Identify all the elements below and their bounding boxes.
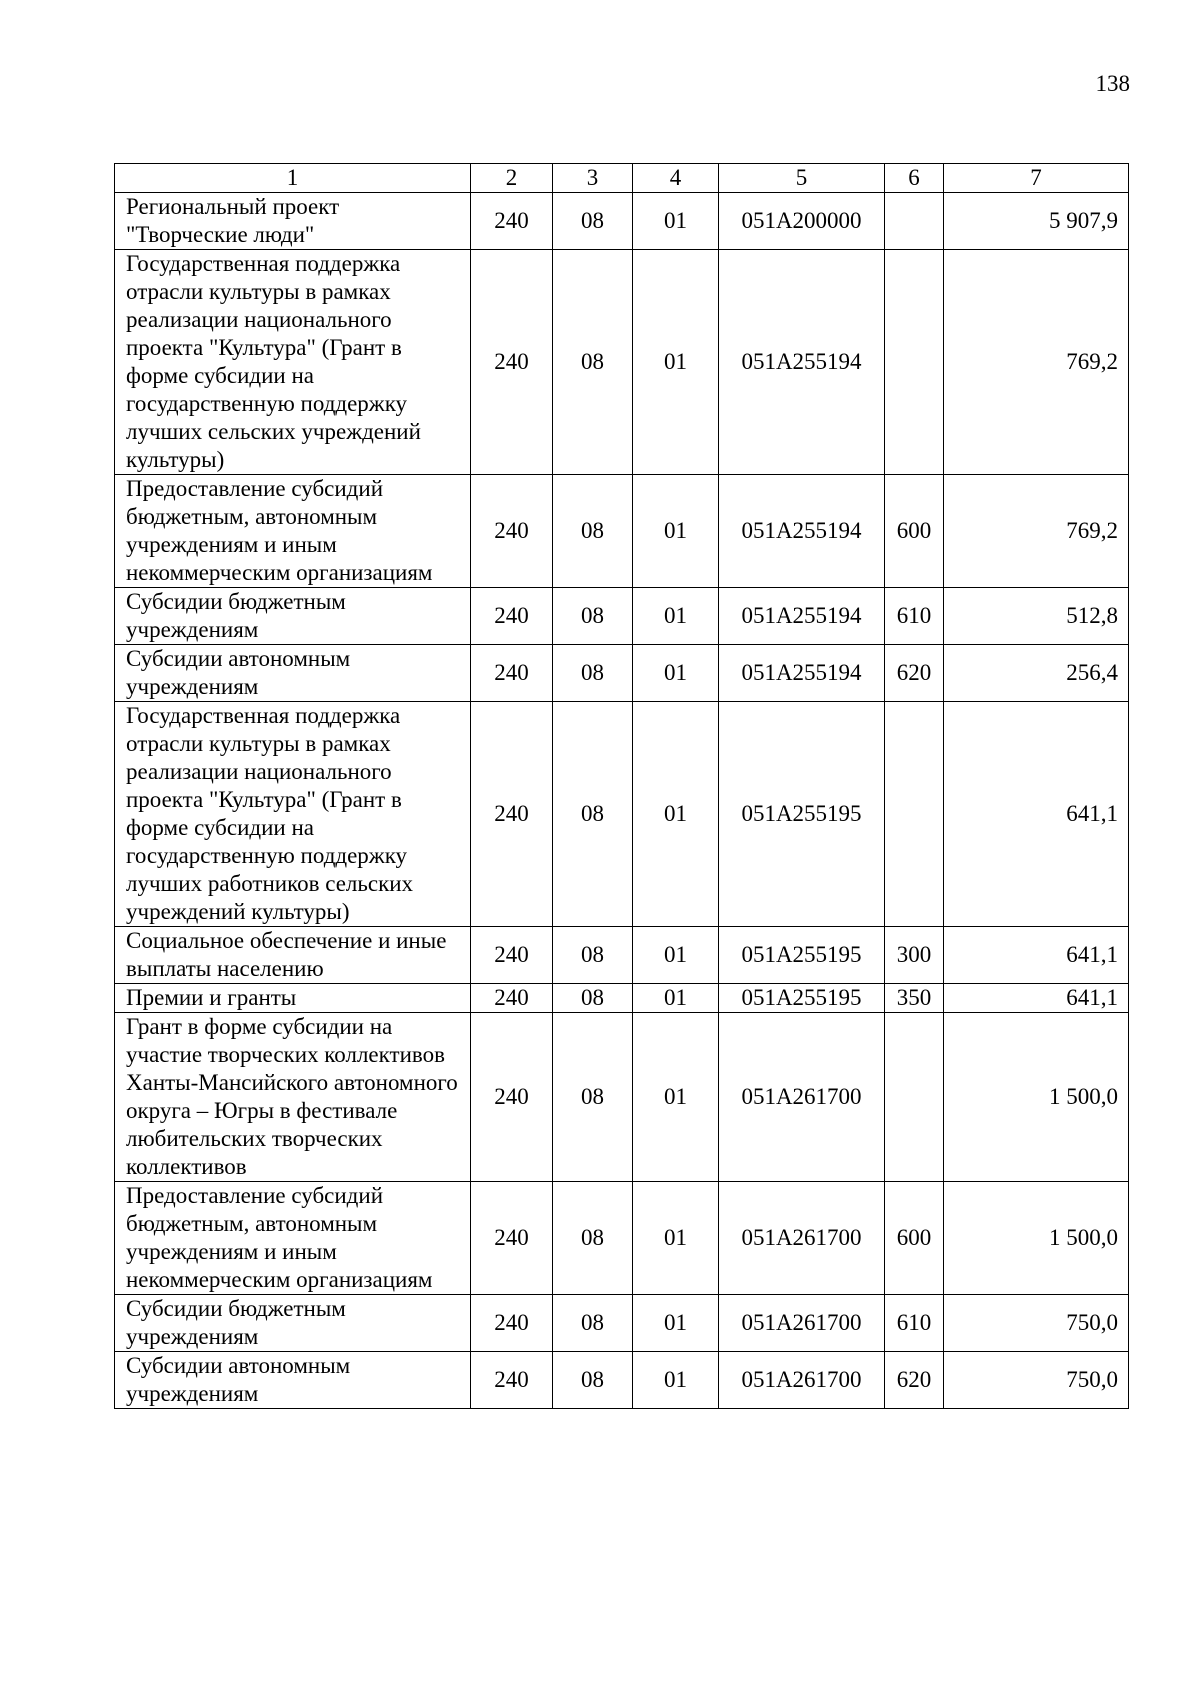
header-cell-1: 1 [115,164,471,193]
row-target-article: 051A255194 [719,475,885,588]
row-name: Государственная поддержка отрасли культуры в рамках реализации национального проекта "Культура" (Грант в форме субсидии на государственную поддержку лучших работников сельских учреждений культуры) [115,702,471,927]
row-subsection: 01 [633,645,719,702]
table-row [115,588,1129,645]
row-amount: 769,2 [944,250,1129,475]
row-subsection: 01 [633,588,719,645]
table-body [115,193,1129,1409]
table-row [115,1352,1129,1409]
row-code: 240 [471,1182,553,1295]
row-code: 240 [471,588,553,645]
row-section: 08 [553,193,633,250]
header-cell-7: 7 [944,164,1129,193]
row-code: 240 [471,645,553,702]
row-name: Субсидии бюджетным учреждениям [115,1295,471,1352]
row-subsection: 01 [633,475,719,588]
row-section: 08 [553,1295,633,1352]
row-name: Предоставление субсидий бюджетным, автономным учреждениям и иным некоммерческим организациям [115,1182,471,1295]
row-target-article: 051A255195 [719,984,885,1013]
row-amount: 641,1 [944,702,1129,927]
row-code: 240 [471,1295,553,1352]
row-section: 08 [553,984,633,1013]
row-amount: 512,8 [944,588,1129,645]
row-target-article: 051A261700 [719,1182,885,1295]
row-section: 08 [553,588,633,645]
row-subsection: 01 [633,250,719,475]
row-target-article: 051A261700 [719,1295,885,1352]
row-target-article: 051A255195 [719,927,885,984]
table-row [115,927,1129,984]
row-target-article: 051A255195 [719,702,885,927]
row-section: 08 [553,1352,633,1409]
row-subsection: 01 [633,984,719,1013]
row-name: Социальное обеспечение и иные выплаты населению [115,927,471,984]
row-expense-type [885,702,944,927]
row-amount: 641,1 [944,984,1129,1013]
row-name: Региональный проект "Творческие люди" [115,193,471,250]
table-row [115,250,1129,475]
row-code: 240 [471,475,553,588]
row-expense-type [885,250,944,475]
row-subsection: 01 [633,1295,719,1352]
row-amount: 5 907,9 [944,193,1129,250]
row-subsection: 01 [633,1013,719,1182]
row-expense-type: 600 [885,475,944,588]
row-section: 08 [553,250,633,475]
row-code: 240 [471,702,553,927]
row-amount: 769,2 [944,475,1129,588]
table-row [115,984,1129,1013]
table-row [115,475,1129,588]
budget-table [114,163,1129,1409]
row-amount: 750,0 [944,1352,1129,1409]
table-header [115,164,1129,193]
row-name: Субсидии бюджетным учреждениям [115,588,471,645]
row-name: Грант в форме субсидии на участие творческих коллективов Ханты-Мансийского автономного округа – Югры в фестивале любительских творческих коллективов [115,1013,471,1182]
row-name: Премии и гранты [115,984,471,1013]
row-target-article: 051A261700 [719,1352,885,1409]
row-amount: 750,0 [944,1295,1129,1352]
row-name: Субсидии автономным учреждениям [115,645,471,702]
row-amount: 256,4 [944,645,1129,702]
header-cell-2: 2 [471,164,553,193]
row-expense-type [885,193,944,250]
table-row [115,1013,1129,1182]
row-subsection: 01 [633,1182,719,1295]
table-row [115,702,1129,927]
row-expense-type: 610 [885,1295,944,1352]
row-expense-type: 620 [885,1352,944,1409]
row-code: 240 [471,250,553,475]
row-subsection: 01 [633,702,719,927]
table-row [115,193,1129,250]
row-section: 08 [553,1182,633,1295]
table-row [115,1295,1129,1352]
header-row [115,164,1129,193]
row-subsection: 01 [633,927,719,984]
table-row [115,645,1129,702]
row-target-article: 051A261700 [719,1013,885,1182]
row-code: 240 [471,1013,553,1182]
row-section: 08 [553,475,633,588]
row-target-article: 051A255194 [719,645,885,702]
row-subsection: 01 [633,1352,719,1409]
row-section: 08 [553,1013,633,1182]
row-expense-type [885,1013,944,1182]
row-section: 08 [553,645,633,702]
header-cell-6: 6 [885,164,944,193]
row-code: 240 [471,1352,553,1409]
row-target-article: 051A200000 [719,193,885,250]
row-expense-type: 620 [885,645,944,702]
row-subsection: 01 [633,193,719,250]
row-target-article: 051A255194 [719,588,885,645]
row-name: Предоставление субсидий бюджетным, автономным учреждениям и иным некоммерческим организациям [115,475,471,588]
row-name: Государственная поддержка отрасли культуры в рамках реализации национального проекта "Культура" (Грант в форме субсидии на государственную поддержку лучших сельских учреждений культуры) [115,250,471,475]
row-expense-type: 600 [885,1182,944,1295]
row-expense-type: 610 [885,588,944,645]
row-expense-type: 350 [885,984,944,1013]
row-amount: 641,1 [944,927,1129,984]
header-cell-5: 5 [719,164,885,193]
page-number: 138 [1095,71,1130,96]
row-amount: 1 500,0 [944,1182,1129,1295]
table-row [115,1182,1129,1295]
row-code: 240 [471,193,553,250]
header-cell-4: 4 [633,164,719,193]
row-code: 240 [471,927,553,984]
row-code: 240 [471,984,553,1013]
row-name: Субсидии автономным учреждениям [115,1352,471,1409]
row-expense-type: 300 [885,927,944,984]
row-section: 08 [553,927,633,984]
header-cell-3: 3 [553,164,633,193]
row-section: 08 [553,702,633,927]
row-amount: 1 500,0 [944,1013,1129,1182]
row-target-article: 051A255194 [719,250,885,475]
